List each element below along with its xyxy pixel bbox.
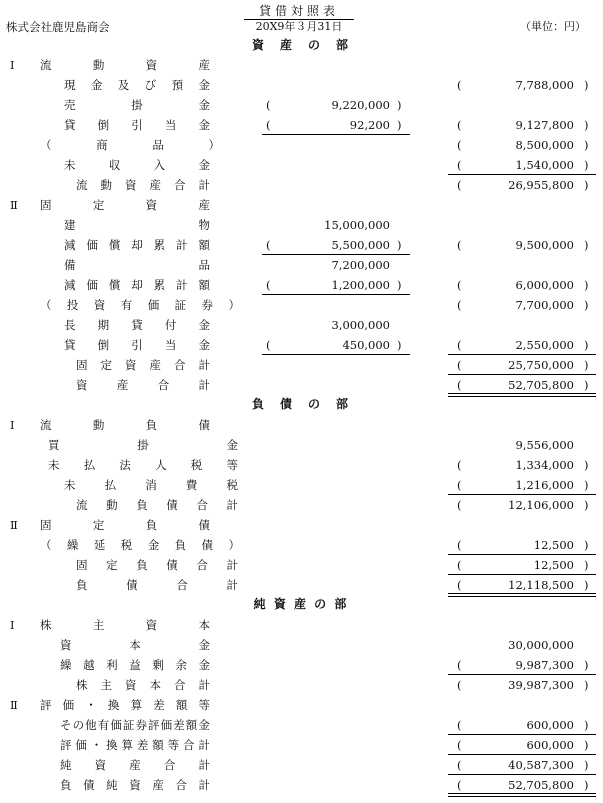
close-paren: )	[584, 658, 589, 672]
close-paren: )	[584, 378, 589, 392]
row-amount-total: 8,500,000	[515, 138, 574, 152]
row-label: 減 価 償 却 累 計 額	[64, 278, 210, 292]
row-label: 減 価 償 却 累 計 額	[64, 238, 210, 252]
close-paren: )	[584, 718, 589, 732]
open-paren: (	[457, 538, 462, 552]
underline	[262, 134, 410, 135]
row-label: 純 資 産 合 計	[60, 758, 210, 772]
row-amount-total: 600,000	[526, 718, 574, 732]
close-paren: )	[584, 478, 589, 492]
row-amount-total: 39,987,300	[508, 678, 574, 692]
open-paren: (	[457, 158, 462, 172]
row-amount-total: 12,500	[533, 538, 574, 552]
open-paren: (	[457, 458, 462, 472]
close-paren: )	[584, 558, 589, 572]
close-paren: )	[584, 758, 589, 772]
row-label: 負 債 純 資 産 合 計	[60, 778, 210, 792]
row-amount-total: 1,334,000	[515, 458, 574, 472]
row-amount-sub: 15,000,000	[324, 218, 390, 232]
statement-date: 20X9年３月31日	[255, 20, 343, 33]
row-label: 評 価 ・ 換 算 差 額 等 合 計	[60, 738, 210, 752]
underline	[448, 574, 596, 575]
open-paren: (	[457, 358, 462, 372]
row-amount-total: 12,500	[533, 558, 574, 572]
open-paren: (	[457, 378, 462, 392]
close-paren: )	[584, 158, 589, 172]
row-label: 流 動 負 債 合 計	[76, 498, 238, 512]
row-amount-total: 52,705,800	[508, 778, 574, 792]
row-amount-total: 600,000	[526, 738, 574, 752]
row-label: 固 定 負 債	[40, 518, 210, 532]
row-label: 流 動 資 産 合 計	[76, 178, 210, 192]
row-label: 長 期 貸 付 金	[64, 318, 210, 332]
row-label: 固 定 資 産	[40, 198, 210, 212]
underline	[262, 254, 410, 255]
row-amount-sub: 450,000	[342, 338, 390, 352]
close-paren: )	[584, 358, 589, 372]
row-amount-total: 12,106,000	[508, 498, 574, 512]
close-paren: )	[584, 138, 589, 152]
open-paren: (	[457, 118, 462, 132]
section-assets: 資 産 の 部	[251, 38, 350, 52]
close-paren: )	[584, 738, 589, 752]
underline	[448, 494, 596, 495]
close-paren: )	[397, 338, 402, 352]
close-paren: )	[584, 338, 589, 352]
open-paren: (	[457, 278, 462, 292]
underline	[448, 674, 596, 675]
open-paren: (	[457, 178, 462, 192]
row-label: 未 払 消 費 税	[64, 478, 238, 492]
row-amount-sub: 9,220,000	[331, 98, 390, 112]
close-paren: )	[584, 298, 589, 312]
row-amount-total: 12,118,500	[508, 578, 574, 592]
open-paren: (	[457, 138, 462, 152]
open-paren: (	[266, 238, 271, 252]
row-label: 株 主 資 本 合 計	[76, 678, 210, 692]
row-amount-total: 9,500,000	[515, 238, 574, 252]
open-paren: (	[457, 298, 462, 312]
row-label: 建 物	[64, 218, 210, 232]
roman-numeral: Ⅰ	[10, 418, 15, 432]
row-amount-total: 26,955,800	[508, 178, 574, 192]
close-paren: )	[397, 238, 402, 252]
close-paren: )	[397, 118, 402, 132]
row-amount-sub: 7,200,000	[331, 258, 390, 272]
open-paren: (	[457, 498, 462, 512]
double-underline	[448, 793, 596, 797]
open-paren: (	[457, 338, 462, 352]
row-amount-total: 7,788,000	[515, 78, 574, 92]
roman-numeral: Ⅰ	[10, 58, 15, 72]
section-liabilities: 負 債 の 部	[251, 397, 350, 411]
open-paren: (	[266, 118, 271, 132]
close-paren: )	[584, 238, 589, 252]
close-paren: )	[584, 578, 589, 592]
close-paren: )	[584, 278, 589, 292]
row-amount-total: 40,587,300	[508, 758, 574, 772]
close-paren: )	[584, 78, 589, 92]
row-label: 流 動 資 産	[40, 58, 210, 72]
row-label: （ 投 資 有 価 証 券 ）	[40, 298, 240, 312]
close-paren: )	[584, 178, 589, 192]
roman-numeral: Ⅱ	[10, 698, 18, 712]
open-paren: (	[457, 678, 462, 692]
open-paren: (	[457, 238, 462, 252]
row-amount-total: 9,556,000	[515, 438, 574, 452]
row-label: そ の 他 有 価 証 券 評 価 差 額 金	[60, 718, 210, 732]
row-amount-total: 9,127,800	[515, 118, 574, 132]
open-paren: (	[457, 558, 462, 572]
close-paren: )	[584, 498, 589, 512]
close-paren: )	[584, 678, 589, 692]
row-amount-total: 30,000,000	[508, 638, 574, 652]
close-paren: )	[584, 458, 589, 472]
open-paren: (	[457, 718, 462, 732]
section-net-assets: 純 資 産 の 部	[253, 597, 349, 611]
row-amount-total: 7,700,000	[515, 298, 574, 312]
underline	[448, 174, 596, 175]
row-label: （ 繰 延 税 金 負 債 ）	[40, 538, 240, 552]
row-label: 現 金 及 び 預 金	[64, 78, 210, 92]
unit-label: （単位：円）	[520, 20, 586, 33]
row-label: 繰 越 利 益 剰 余 金	[60, 658, 210, 672]
open-paren: (	[457, 658, 462, 672]
open-paren: (	[457, 778, 462, 792]
row-label: 貸 倒 引 当 金	[64, 338, 210, 352]
row-label: 買 掛 金	[48, 438, 238, 452]
open-paren: (	[457, 758, 462, 772]
row-label: 負 債 合 計	[76, 578, 238, 592]
row-amount-total: 25,750,000	[508, 358, 574, 372]
double-underline	[448, 393, 596, 397]
row-label: 資 本 金	[60, 638, 210, 652]
row-label: 売 掛 金	[64, 98, 210, 112]
document-title: 貸借対照表	[244, 4, 354, 20]
row-label: 固 定 資 産 合 計	[76, 358, 210, 372]
row-amount-sub: 92,200	[349, 118, 390, 132]
close-paren: )	[397, 278, 402, 292]
row-amount-total: 1,540,000	[515, 158, 574, 172]
row-label: 備 品	[64, 258, 210, 272]
roman-numeral: Ⅰ	[10, 618, 15, 632]
open-paren: (	[266, 278, 271, 292]
row-label: 未 払 法 人 税 等	[48, 458, 238, 472]
row-label: 株 主 資 本	[40, 618, 210, 632]
row-label: 資 産 合 計	[76, 378, 210, 392]
double-underline	[448, 593, 596, 597]
row-label: 固 定 負 債 合 計	[76, 558, 238, 572]
row-amount-sub: 5,500,000	[331, 238, 390, 252]
close-paren: )	[584, 538, 589, 552]
underline	[448, 774, 596, 775]
row-amount-sub: 1,200,000	[331, 278, 390, 292]
row-label: 流 動 負 債	[40, 418, 210, 432]
close-paren: )	[584, 778, 589, 792]
company-name: 株式会社鹿児島商会	[6, 20, 110, 34]
roman-numeral: Ⅱ	[10, 518, 18, 532]
close-paren: )	[584, 118, 589, 132]
row-label: 評 価 ・ 換 算 差 額 等	[40, 698, 210, 712]
close-paren: )	[397, 98, 402, 112]
row-amount-sub: 3,000,000	[331, 318, 390, 332]
underline	[448, 554, 596, 555]
row-amount-total: 1,216,000	[515, 478, 574, 492]
row-amount-total: 52,705,800	[508, 378, 574, 392]
underline	[448, 374, 596, 375]
row-amount-total: 2,550,000	[515, 338, 574, 352]
open-paren: (	[457, 478, 462, 492]
row-label: 貸 倒 引 当 金	[64, 118, 210, 132]
row-amount-total: 9,987,300	[515, 658, 574, 672]
open-paren: (	[457, 578, 462, 592]
underline	[262, 354, 410, 355]
roman-numeral: Ⅱ	[10, 198, 18, 212]
open-paren: (	[266, 98, 271, 112]
row-label: （ 商 品 ）	[40, 138, 220, 152]
underline	[448, 734, 596, 735]
row-label: 未 収 入 金	[64, 158, 210, 172]
open-paren: (	[457, 738, 462, 752]
underline	[262, 294, 410, 295]
open-paren: (	[457, 78, 462, 92]
underline	[448, 354, 596, 355]
underline	[448, 754, 596, 755]
row-amount-total: 6,000,000	[515, 278, 574, 292]
open-paren: (	[266, 338, 271, 352]
